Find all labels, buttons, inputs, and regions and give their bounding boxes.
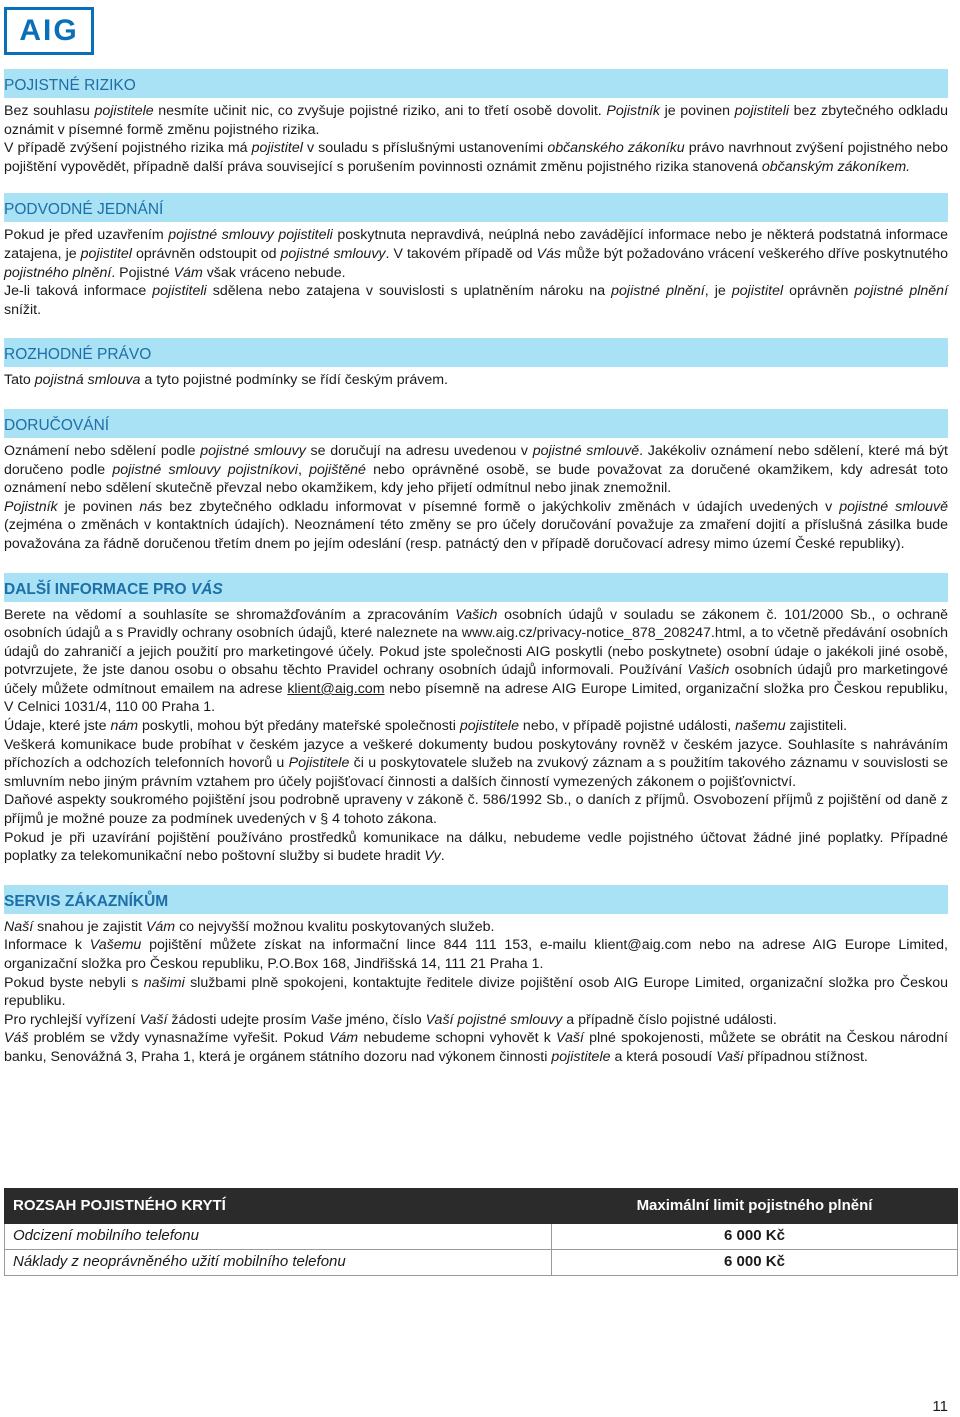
emphasis-text: pojistné smlouvy pojistníkovi: [112, 461, 298, 478]
paragraph: Pojistník je povinen nás bez zbytečného odkladu informovat v písemné formě o jakýchkoliv změnách v údajích uvedených v pojistné smlouvě (zejména o změnách v kontaktních údajích). Neoznámení této změny se pro účely doručování považuje za zmaření dojití a příslušná zásilka bude považována za řádně doručenou třetím dnem po jejím odeslání (resp. patnáctý den v případě doručovací adresy mimo území České republiky).: [4, 498, 948, 552]
emphasis-text: pojistné smlouvě: [839, 498, 948, 515]
emphasis-text: Vaše: [310, 1011, 343, 1028]
emphasis-text: Váš: [4, 1030, 29, 1047]
emphasis-text: pojistiteli: [152, 283, 207, 300]
section-dalsi-informace: [4, 573, 948, 866]
emphasis-text: Vašich: [687, 662, 730, 679]
emphasis-text: pojistné smlouvě: [532, 442, 640, 459]
heading-text-italic: VÁS: [190, 580, 223, 598]
section-heading: ROZHODNÉ PRÁVO: [4, 338, 948, 367]
paragraph: Pro rychlejší vyřízení Vaší žádosti udejte prosím Vaše jméno, číslo Vaší pojistné smlouvy a případně číslo pojistné události.: [4, 1011, 777, 1028]
emphasis-text: pojistitele: [459, 718, 519, 735]
page-number: 11: [932, 1398, 948, 1415]
paragraph: Pokud je při uzavírání pojištění používáno prostředků komunikace na dálku, nebudeme vedle pojistného účtovat žádné jiné poplatky. Případné poplatky za telekomunikační nebo poštovní služby si budete hradit Vy.: [4, 829, 948, 865]
column-header-limit: Maximální limit pojistného plnění: [552, 1189, 958, 1224]
paragraph: Pokud byste nebyli s našimi službami plně spokojeni, kontaktujte ředitele divize pojištění osob AIG Europe Limited, organizační složka pro Českou republiku.: [4, 974, 948, 1010]
section-servis-zakaznikum: [4, 885, 948, 1067]
emphasis-text: Pojistník: [606, 103, 660, 119]
table-row: [5, 1224, 958, 1250]
section-rozhodne-pravo: [4, 338, 948, 390]
emphasis-text: pojistná smlouva: [34, 372, 141, 389]
emphasis-text: pojistitele: [94, 103, 154, 119]
paragraph: Veškerá komunikace bude probíhat v českém jazyce a veškeré dokumenty budou poskytovány rovněž v českém jazyce. Souhlasíte s nahráváním příchozích a odchozích telefonních hovorů u Pojistitele či u poskytovatele služeb na zvukový záznam a s použitím takového záznamu v souvislosti se smluvním nebo jiným právním vztahem pro účely pojišťovací činnosti a dalších činností vymezených zákonem o pojišťovnictví.: [4, 736, 948, 790]
emphasis-text: pojistné smlouvy: [280, 245, 386, 262]
coverage-limit: 6 000 Kč: [552, 1250, 958, 1276]
emphasis-text: našemu: [735, 718, 786, 735]
paragraph: Je-li taková informace pojistiteli sdělena nebo zatajena v souvislosti s uplatněním nároku na pojistné plnění, je pojistitel oprávněn pojistné plnění snížit.: [4, 283, 949, 318]
paragraph: V případě zvýšení pojistného rizika má pojistitel v souladu s příslušnými ustanoveními občanského zákoníku právo navrhnout zvýšení pojistného nebo pojištění vypovědět, případně další práva související s porušením povinnosti oznámit změnu pojistného rizika stanovená občanským zákoníkem.: [4, 140, 948, 175]
emphasis-text: Vaši: [716, 1048, 744, 1065]
emphasis-text: Pojistník: [4, 498, 58, 515]
emphasis-text: pojistné plnění: [854, 283, 949, 300]
emphasis-text: pojistitele: [551, 1048, 611, 1065]
section-heading: POJISTNÉ RIZIKO: [4, 69, 948, 98]
coverage-limit: 6 000 Kč: [552, 1224, 958, 1250]
emphasis-text: našimi: [143, 974, 185, 991]
emphasis-text: Naší: [4, 918, 34, 935]
emphasis-text: pojistné plnění: [611, 283, 705, 300]
paragraph: Berete na vědomí a souhlasíte se shromažďováním a zpracováním Vašich osobních údajů v souladu se zákonem č. 101/2000 Sb., o ochraně osobních údajů a s Pravidly ochrany osobních údajů, které naleznete na www.aig.cz/privacy-notice_878_208247.html, a to včetně předávání osobních údajů do zahraničí a jejich použití pro marketingové účely. Pokud jste společnosti AIG poskytli (nebo poskytnete) osobní údaje o jakékoli jiné osobě, potvrzujete, že jste danou osobu o obsahu těchto Pravidel ochrany osobních údajů informovali. Používání Vašich osobních údajů pro marketingové účely můžete odmítnout emailem na adrese klient@aig.com nebo písemně na adrese AIG Europe Limited, organizační složka pro Českou republiku, V Celnici 1031/4, 110 00 Praha 1.: [4, 606, 949, 716]
emphasis-text: pojistiteli: [734, 103, 790, 119]
emphasis-text: pojistné smlouvy: [200, 442, 306, 459]
document-body: [4, 69, 948, 1086]
section-podvodne-jednani: [4, 193, 948, 319]
emphasis-text: nám: [110, 718, 139, 735]
emphasis-text: Vašich: [455, 606, 498, 623]
emphasis-text: Vaší: [139, 1011, 168, 1028]
emphasis-text: pojistitel: [251, 140, 303, 157]
aig-logo: AIG: [4, 7, 94, 55]
emphasis-text: pojistného plnění: [4, 264, 112, 281]
emphasis-text: pojištěné: [309, 461, 366, 478]
section-pojistne-riziko: [4, 69, 948, 176]
emphasis-text: pojistné smlouvy pojistiteli: [168, 227, 333, 244]
table-header-row: [5, 1189, 958, 1224]
emphasis-text: Vás: [536, 245, 561, 262]
coverage-item: Náklady z neoprávněného užití mobilního telefonu: [5, 1250, 552, 1276]
coverage-limits-table: [4, 1188, 958, 1276]
column-header-coverage: ROZSAH POJISTNÉHO KRYTÍ: [5, 1189, 552, 1224]
section-dorucovani: [4, 409, 948, 554]
emphasis-text: pojistitel: [80, 245, 132, 262]
heading-text: DALŠÍ INFORMACE PRO: [4, 580, 191, 598]
paragraph: Údaje, které jste nám poskytli, mohou být předány mateřské společnosti pojistitele nebo, v případě pojistné události, našemu zajistiteli.: [4, 718, 848, 735]
emphasis-text: Vám: [145, 918, 176, 935]
paragraph: Váš problém se vždy vynasnažíme vyřešit. Pokud Vám nebudeme schopni vyhovět k Vaší plné spokojenosti, můžete se obrátit na Českou národní banku, Senovážná 3, Praha 1, která je orgánem státního dozoru nad výkonem činnosti pojistitele a která posoudí Vaši případnou stížnost.: [4, 1030, 948, 1065]
emphasis-text: pojistitel: [731, 283, 784, 300]
paragraph: Oznámení nebo sdělení podle pojistné smlouvy se doručují na adresu uvedenou v pojistné smlouvě. Jakékoliv oznámení nebo sdělení, které má být doručeno podle pojistné smlouvy pojistníkovi, pojištěné nebo oprávněné osobě, se bude považovat za doručené okamžikem, kdy adresát toto oznámení nebo sdělení skutečně převzal nebo okamžikem, kdy jeho přijetí odmítnul nebo jinak znemožnil.: [4, 442, 949, 497]
paragraph: Tato pojistná smlouva a tyto pojistné podmínky se řídí českým právem.: [4, 372, 448, 389]
paragraph: Informace k Vašemu pojištění můžete získat na informační lince 844 111 153, e-mailu klient@aig.com nebo na adrese AIG Europe Limited, organizační složka pro Českou republiku, P.O.Box 168, Jindřišská 14, 111 21 Praha 1.: [4, 937, 949, 972]
emphasis-text: Vaší: [556, 1030, 584, 1047]
emphasis-text: Vy: [424, 848, 441, 865]
emphasis-text: Vám: [328, 1030, 359, 1047]
emphasis-text: Vám: [173, 264, 203, 281]
section-heading: PODVODNÉ JEDNÁNÍ: [4, 193, 948, 222]
emphasis-text: nás: [139, 498, 163, 515]
coverage-item: Odcizení mobilního telefonu: [5, 1224, 552, 1250]
emphasis-text: Pojistitele: [288, 755, 350, 772]
section-heading: SERVIS ZÁKAZNÍKŮM: [4, 885, 948, 914]
paragraph: Naší snahou je zajistit Vám co nejvyšší možnou kvalitu poskytovaných služeb.: [4, 918, 495, 935]
emphasis-text: občanským zákoníkem.: [761, 158, 911, 175]
paragraph: Bez souhlasu pojistitele nesmíte učinit nic, co zvyšuje pojistné riziko, ani to třetí osobě dovolit. Pojistník je povinen pojistiteli bez zbytečného odkladu oznámit v písemné formě změnu pojistného rizika.: [4, 103, 949, 138]
section-heading: DORUČOVÁNÍ: [4, 409, 948, 438]
emphasis-text: občanského zákoníku: [547, 140, 685, 157]
emphasis-text: Vašemu: [89, 937, 142, 954]
paragraph: Daňové aspekty soukromého pojištění jsou podrobně upraveny v zákoně č. 586/1992 Sb., o daních z příjmů. Osvobození příjmů z pojištění od daně z příjmů je možné pouze za podmínek uvedených v § 4 tohoto zákona.: [4, 792, 948, 828]
emphasis-text: Vaší pojistné smlouvy: [425, 1011, 563, 1028]
email-link-text: klient@aig.com: [287, 680, 385, 697]
table-row: [5, 1250, 958, 1276]
section-heading: [4, 573, 948, 602]
paragraph: Pokud je před uzavřením pojistné smlouvy pojistiteli poskytnuta nepravdivá, neúplná nebo zavádějící informace nebo je některá podstatná informace zatajena, je pojistitel oprávněn odstoupit od pojistné smlouvy. V takovém případě od Vás může být požadováno vrácení veškerého dříve poskytnutého pojistného plnění. Pojistné Vám však vráceno nebude.: [4, 227, 949, 281]
